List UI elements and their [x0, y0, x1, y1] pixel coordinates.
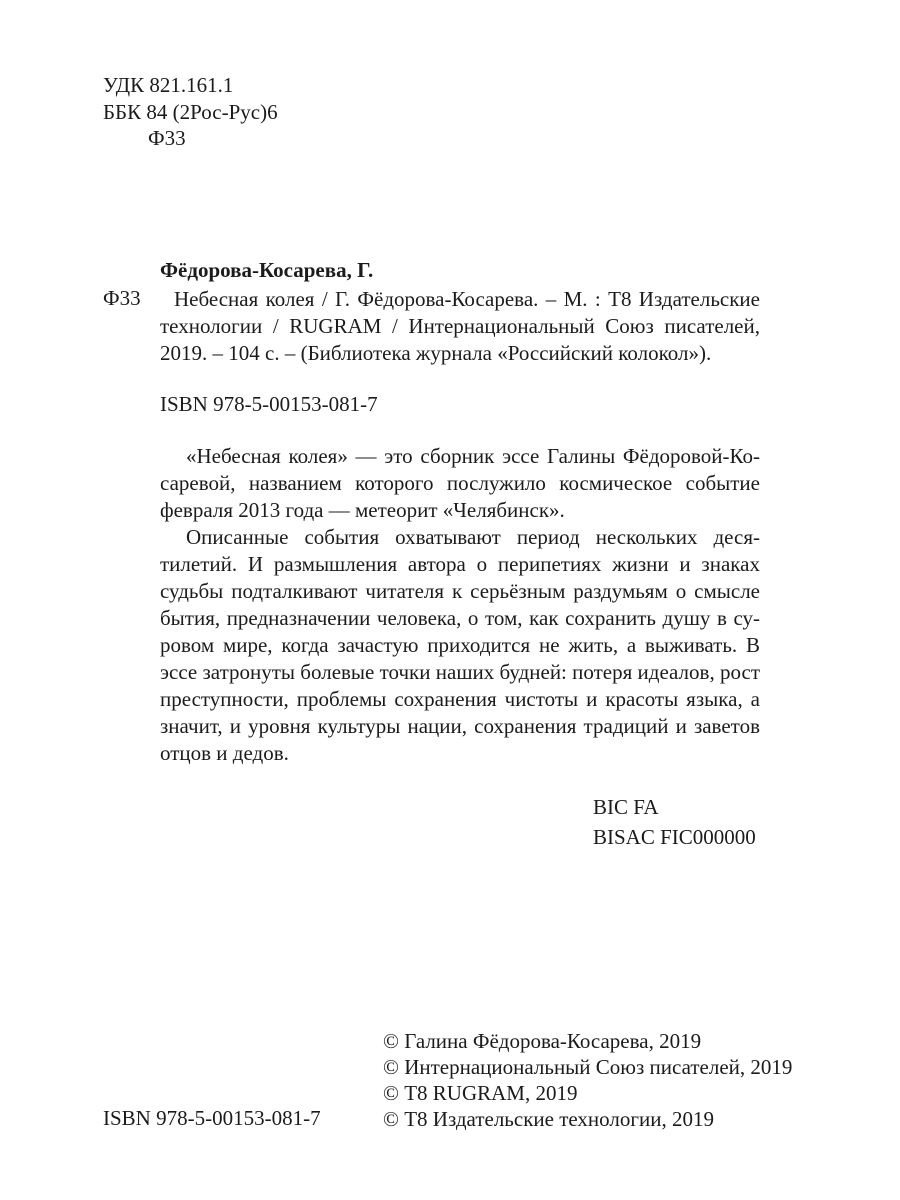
- bbk-code: ББК 84 (2Рос-Рус)6: [103, 100, 278, 124]
- udk-code: УДК 821.161.1: [103, 73, 234, 97]
- bib-line: технологии / RUGRAM / Интернациональный Союз писателей,: [160, 314, 760, 338]
- annotation-line: февраля 2013 года — метеорит «Челябинск».: [160, 498, 565, 522]
- annotation-line: саревой, названием которого послужило космическое событие: [160, 471, 760, 495]
- author-heading: Фёдорова-Косарева, Г.: [160, 258, 374, 282]
- isbn-record: ISBN 978-5-00153-081-7: [160, 392, 378, 416]
- copyright-line: © Т8 RUGRAM, 2019: [383, 1081, 578, 1105]
- cutter-code-record: Ф33: [103, 286, 141, 310]
- annotation-line: преступности, проблемы сохранения чистоты и красоты языка, а: [160, 687, 760, 711]
- bibliographic-description: [160, 286, 760, 367]
- bic-code: BIC FA: [593, 795, 659, 819]
- subject-codes: [593, 792, 756, 852]
- copyright-line: © Интернациональный Союз писателей, 2019: [383, 1055, 793, 1079]
- annotation-line: значит, и уровня культуры нации, сохранения традиций и заветов: [160, 714, 760, 738]
- isbn-bottom: ISBN 978-5-00153-081-7: [103, 1106, 321, 1130]
- cutter-code-top: Ф33: [148, 126, 186, 150]
- bib-line: Небесная колея / Г. Фёдорова-Косарева. – М. : Т8 Издательские: [174, 287, 760, 311]
- annotation-line: бытия, предназначении человека, о том, как сохранить душу в су-: [160, 606, 760, 630]
- copyright-block: [383, 1028, 792, 1132]
- annotation-line: отцов и дедов.: [160, 741, 289, 765]
- bib-line: 2019. – 104 с. – (Библиотека журнала «Российский колокол»).: [160, 341, 712, 365]
- annotation-line: эссе затронуты болевые точки наших будней: потеря идеалов, рост: [160, 660, 760, 684]
- copyright-line: © Галина Фёдорова-Косарева, 2019: [383, 1029, 702, 1053]
- copyright-line: © Т8 Издательские технологии, 2019: [383, 1107, 714, 1131]
- annotation-line: Описанные события охватывают период нескольких деся-: [186, 525, 760, 549]
- bisac-code: BISAC FIC000000: [593, 825, 756, 849]
- annotation-line: «Небесная колея» — это сборник эссе Галины Фёдоровой-Ко-: [186, 444, 760, 468]
- annotation-line: тилетий. И размышления автора о перипетиях жизни и знаках: [160, 552, 760, 576]
- annotation: [160, 443, 760, 767]
- annotation-line: ровом мире, когда зачастую приходится не жить, а выживать. В: [160, 633, 760, 657]
- annotation-line: судьбы подталкивают читателя к серьёзным раздумьям о смысле: [160, 579, 760, 603]
